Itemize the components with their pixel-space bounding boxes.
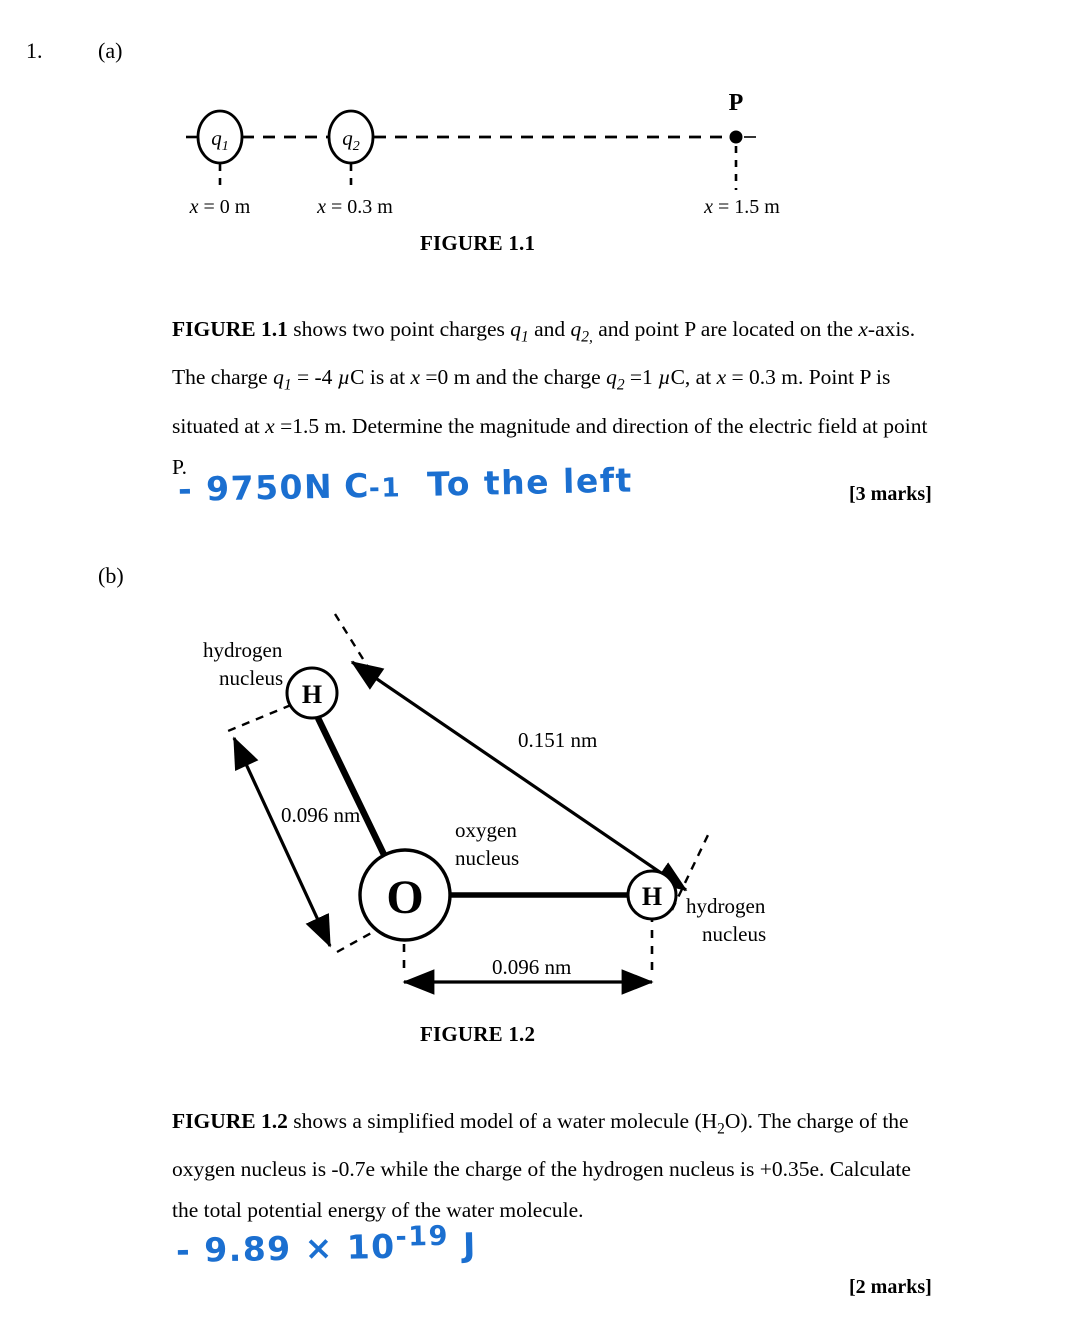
x-position-label-p: x = 1.5 m: [704, 196, 780, 218]
figure-1-1-reference: FIGURE 1.1: [172, 317, 288, 341]
dimension-label-hydrogen-hydrogen: 0.151 nm: [518, 728, 598, 752]
handwritten-answer-b-mantissa: - 9.89 × 10: [175, 1226, 397, 1270]
hydrogen-right-symbol-label: H: [641, 882, 663, 911]
oxygen-label-line2: nucleus: [455, 846, 520, 870]
figure-1-2-reference: FIGURE 1.2: [172, 1109, 288, 1133]
handwritten-answer-part-b: [176, 1220, 478, 1270]
marks-part-b: [2 marks]: [849, 1276, 932, 1298]
handwritten-answer-b-exponent: -19: [395, 1220, 450, 1253]
part-a-question-text: FIGURE 1.1 shows two point charges $q_1$ and $q_{2,}$ and point P are located on the x-axis. The charge $q_1 = -4$ µC is at x =0 m and the charge $q_2 =1$ µC, at x = 0.3 m. Point P is situated at x =1.5 m. Determine the magnitude and direction of the electric field at point P.: [172, 317, 928, 479]
dimension-label-oxygen-hydrogen-bottom: 0.096 nm: [492, 955, 572, 979]
bond-oxygen-hydrogen-top: [318, 718, 388, 863]
hydrogen-top-symbol-label: H: [301, 680, 323, 709]
charge-q1-label: $q_1$: [211, 126, 229, 154]
dimension-line-oxygen-hydrogen-left: [234, 738, 330, 946]
oxygen-symbol-label: O: [386, 871, 424, 924]
point-p-label: P: [728, 90, 744, 116]
hydrogen-top-label-line1: hydrogen: [203, 638, 283, 662]
handwritten-answer-a-exponent: -1: [368, 472, 402, 504]
hydrogen-right-label-line1: hydrogen: [686, 894, 766, 918]
dimension-label-oxygen-hydrogen-left: 0.096 nm: [281, 803, 361, 827]
marks-part-a: [3 marks]: [849, 483, 932, 505]
oxygen-label-line1: oxygen: [455, 818, 517, 842]
figure-1-2-caption: FIGURE 1.2: [420, 1022, 536, 1046]
part-a-label: (a): [98, 38, 123, 63]
figure-1-1-caption: FIGURE 1.1: [420, 231, 536, 255]
x-position-label-q1: x = 0 m: [189, 196, 251, 218]
handwritten-answer-b-unit: J: [462, 1225, 478, 1265]
question-number: 1.: [26, 38, 43, 63]
part-b-label: (b): [98, 563, 124, 588]
handwritten-answer-part-a: [178, 460, 634, 509]
figure-1-2-diagram: [0, 590, 1071, 1010]
hydrogen-top-label-line2: nucleus: [219, 666, 284, 690]
hydrogen-right-label-line2: nucleus: [702, 922, 767, 946]
point-p-marker: [730, 131, 743, 144]
part-b-question-text: FIGURE 1.2 shows a simplified model of a water molecule $(H_2O)$. The charge of the oxygen nucleus is -0.7e while the charge of the hydrogen nucleus is +0.35e. Calculate the total potential energy of the water molecule.: [172, 1109, 911, 1223]
handwritten-answer-a-unit: N C: [303, 466, 370, 507]
figure-1-1-diagram: [0, 80, 1071, 220]
handwritten-answer-a-value: - 9750: [177, 467, 305, 509]
charge-q2-label: $q_2$: [342, 126, 360, 154]
handwritten-answer-a-direction: To the left: [426, 460, 634, 504]
x-position-label-q2: x = 0.3 m: [317, 196, 393, 218]
